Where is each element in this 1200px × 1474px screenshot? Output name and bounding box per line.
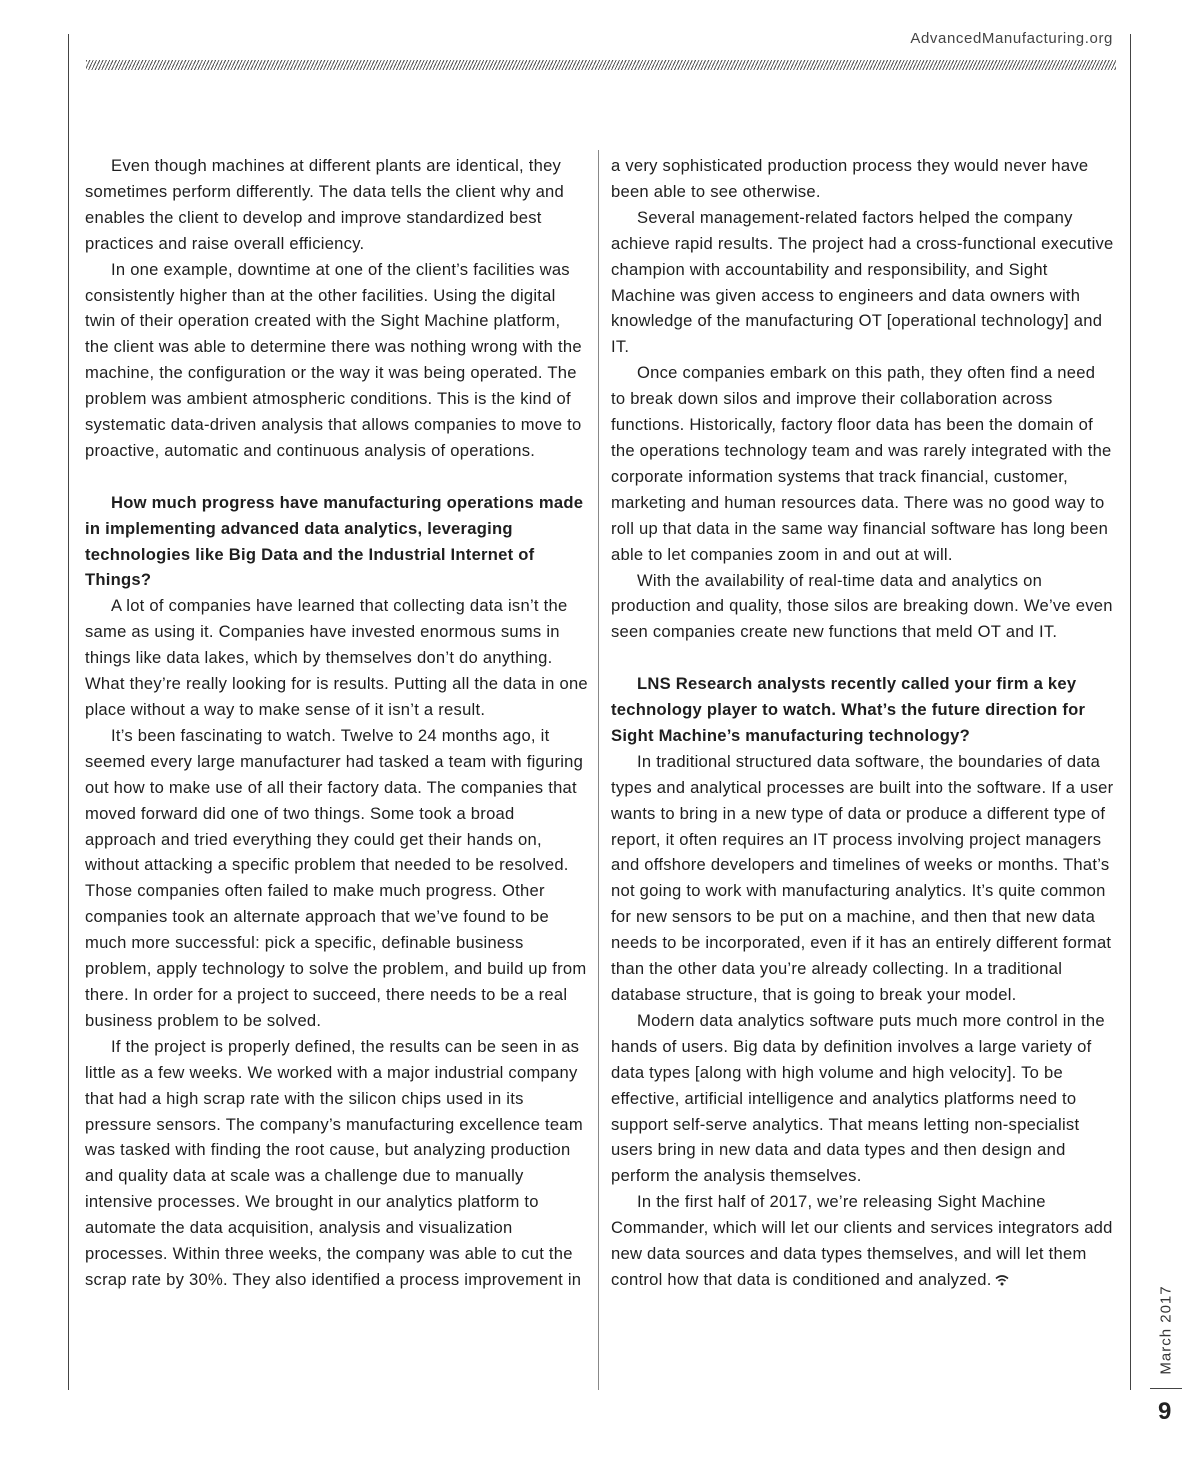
column-divider <box>598 150 599 1390</box>
right-column <box>611 153 1114 1293</box>
paragraph-text: In the first half of 2017, we’re releasing Sight Machine Commander, which will let our clients and services integrators add new data sources and data types themselves, and will let them control how that data is conditioned and analyzed. <box>611 1192 1113 1289</box>
right-margin-rule <box>1130 34 1131 1390</box>
paragraph: In traditional structured data software, the boundaries of data types and analytical processes are built into the software. If a user wants to bring in a new type of data or produce a different type of report, it often requires an IT process involving project managers and offshore developers and timelines of weeks or months. That’s not going to work with manufacturing analytics. It’s quite common for new sensors to be put on a machine, and then that new data needs to be incorporated, even if it has an entirely different format than the other data you’re already collecting. In a traditional database structure, that is going to break your model. <box>611 751 1114 1004</box>
interview-question: LNS Research analysts recently called your firm a key technology player to watch. What’s the future direction for Sight Machine’s manufacturing technology? <box>611 674 1086 745</box>
paragraph: It’s been fascinating to watch. Twelve to 24 months ago, it seemed every large manufacturer had tasked a team with figuring out how to make use of all their factory data. The companies that moved forward did one of two things. Some took a broad approach and tried everything they could get their hands on, without attacking a specific problem that needed to be resolved. Those companies often failed to make much progress. Other companies took an alternate approach that we’ve found to be much more successful: pick a specific, definable business problem, apply technology to solve the problem, and build up from there. In order for a project to succeed, there needs to be a real business problem to be solved. <box>85 725 587 1030</box>
paragraph: If the project is properly defined, the results can be seen in as little as a few weeks. We worked with a major industrial company that had a high scrap rate with the silicon chips used in its pressure sensors. The company’s manufacturing excellence team was tasked with finding the root cause, but analyzing production and quality data at scale was a challenge due to manually intensive processes. We brought in our analytics platform to automate the data acquisition, analysis and visualization processes. Within three weeks, the company was able to cut the scrap rate by 30%. They also identified a process improvement in <box>85 1036 583 1289</box>
site-url[interactable]: AdvancedManufacturing.org <box>910 30 1113 47</box>
paragraph <box>611 1189 1114 1293</box>
paragraph: In one example, downtime at one of the client’s facilities was consistently higher than at the other facilities. Using the digital twin of their operation created with the Sight Machine platform, the client was able to determine there was nothing wrong with the machine, the configuration or the way it was being operated. The problem was ambient atmospheric conditions. This is the kind of systematic data-driven analysis that allows companies to move to proactive, automatic and continuous analysis of operations. <box>85 259 582 460</box>
paragraph: Modern data analytics software puts much more control in the hands of users. Big data by definition involves a large variety of data types [along with high volume and high velocity]. To be effective, artificial intelligence and analytics platforms need to support self-serve analytics. That means letting non-specialist users bring in new data and data types and then design and perform the analysis themselves. <box>611 1010 1105 1186</box>
paragraph: Once companies embark on this path, they often find a need to break down silos and improve their collaboration across functions. Historically, factory floor data has been the domain of the operations technology team and was rarely integrated with the corporate information systems that track financial, customer, marketing and human resources data. There was no good way to roll up that data in the same way financial software has long been able to let companies zoom in and out at will. <box>611 363 1112 564</box>
paragraph: Several management-related factors helped the company achieve rapid results. The project had a cross-functional executive champion with accountability and responsibility, and Sight Machine was given access to engineers and data owners with knowledge of the manufacturing OT [operational technology] and IT. <box>611 207 1114 357</box>
header-hatch-band <box>86 60 1116 70</box>
paragraph: With the availability of real-time data and analytics on production and quality, those silos are breaking down. We’ve even seen companies create new functions that meld OT and IT. <box>611 570 1113 642</box>
paragraph: a very sophisticated production process they would never have been able to see otherwise. <box>611 156 1089 201</box>
issue-date: March 2017 <box>1157 1285 1175 1375</box>
wifi-end-mark-icon <box>995 1274 1009 1286</box>
paragraph: Even though machines at different plants are identical, they sometimes perform differently. The data tells the client why and enables the client to develop and improve standardized best practices and raise overall efficiency. <box>85 156 565 253</box>
left-margin-rule <box>68 34 69 1390</box>
interview-question: How much progress have manufacturing operations made in implementing advanced data analytics, leveraging technologies like Big Data and the Industrial Internet of Things? <box>85 492 584 590</box>
paragraph: A lot of companies have learned that collecting data isn’t the same as using it. Companies have invested enormous sums in things like data lakes, which by themselves don’t do anything. What they’re really looking for is results. Putting all the data in one place without a way to make sense of it isn’t a result. <box>85 596 588 720</box>
footer-separator <box>1150 1388 1182 1389</box>
page-number: 9 <box>1158 1398 1172 1425</box>
left-column <box>85 153 588 1293</box>
